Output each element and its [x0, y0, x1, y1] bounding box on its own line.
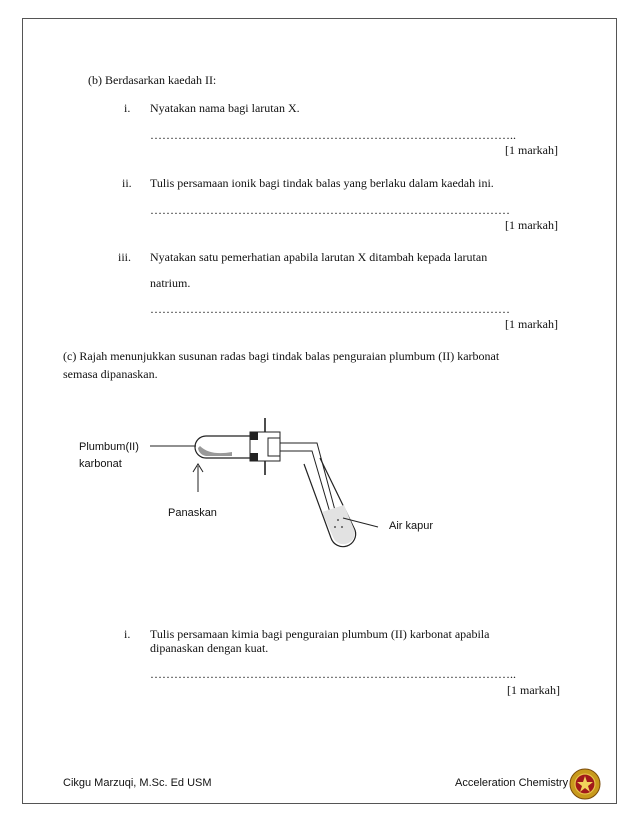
question-b-ii-number: ii.: [122, 176, 132, 190]
clamp-jaw-bottom: [250, 453, 258, 461]
question-b-iii-text-line1: Nyatakan satu pemerhatian apabila larutan X ditambah kepada larutan: [150, 250, 488, 264]
question-b-i-number: i.: [124, 101, 131, 115]
label-limewater: Air kapur: [389, 520, 434, 532]
delivery-tube-lower: [280, 451, 331, 516]
question-c-i-text-line1: Tulis persamaan kimia bagi penguraian plumbum (II) karbonat apabila: [150, 627, 490, 641]
clamp-jaw-top: [250, 432, 258, 440]
label-compound-line1: Plumbum(II): [79, 441, 139, 453]
limewater-liquid: [322, 505, 355, 544]
answer-line-c-i[interactable]: ………………………………………………………………………………..: [150, 667, 516, 681]
part-c-intro-line1: (c) Rajah menunjukkan susunan radas bagi tindak balas penguraian plumbum (II) karbonat: [63, 349, 500, 363]
answer-line-b-i[interactable]: ………………………………………………………………………………..: [150, 128, 516, 142]
label-heat: Panaskan: [168, 507, 217, 519]
part-b-heading: (b) Berdasarkan kaedah II:: [88, 73, 217, 87]
mark-b-i: [1 markah]: [505, 143, 558, 157]
question-b-ii-text: Tulis persamaan ionik bagi tindak balas yang berlaku dalam kaedah ini.: [150, 176, 494, 190]
answer-line-b-iii[interactable]: ………………………………………………………………………………: [150, 302, 510, 316]
question-b-i-text: Nyatakan nama bagi larutan X.: [150, 101, 300, 115]
label-compound-line2: karbonat: [79, 458, 122, 470]
part-c-intro-line2: semasa dipanaskan.: [63, 367, 158, 381]
question-c-i-number: i.: [124, 627, 131, 641]
question-c-i-text-line2: dipanaskan dengan kuat.: [150, 641, 269, 655]
lead-carbonate-sample: [198, 446, 232, 456]
mark-b-ii: [1 markah]: [505, 218, 558, 232]
stopper-end: [268, 438, 280, 456]
mark-b-iii: [1 markah]: [505, 317, 558, 331]
question-b-iii-number: iii.: [118, 250, 132, 264]
footer-author: Cikgu Marzuqi, M.Sc. Ed USM: [63, 777, 212, 789]
question-b-iii-text-line2: natrium.: [150, 276, 191, 290]
mark-c-i: [1 markah]: [507, 683, 560, 697]
school-emblem-icon: [568, 767, 602, 801]
answer-line-b-ii[interactable]: ………………………………………………………………………………: [150, 203, 510, 217]
footer-title: Acceleration Chemistry: [455, 777, 569, 789]
